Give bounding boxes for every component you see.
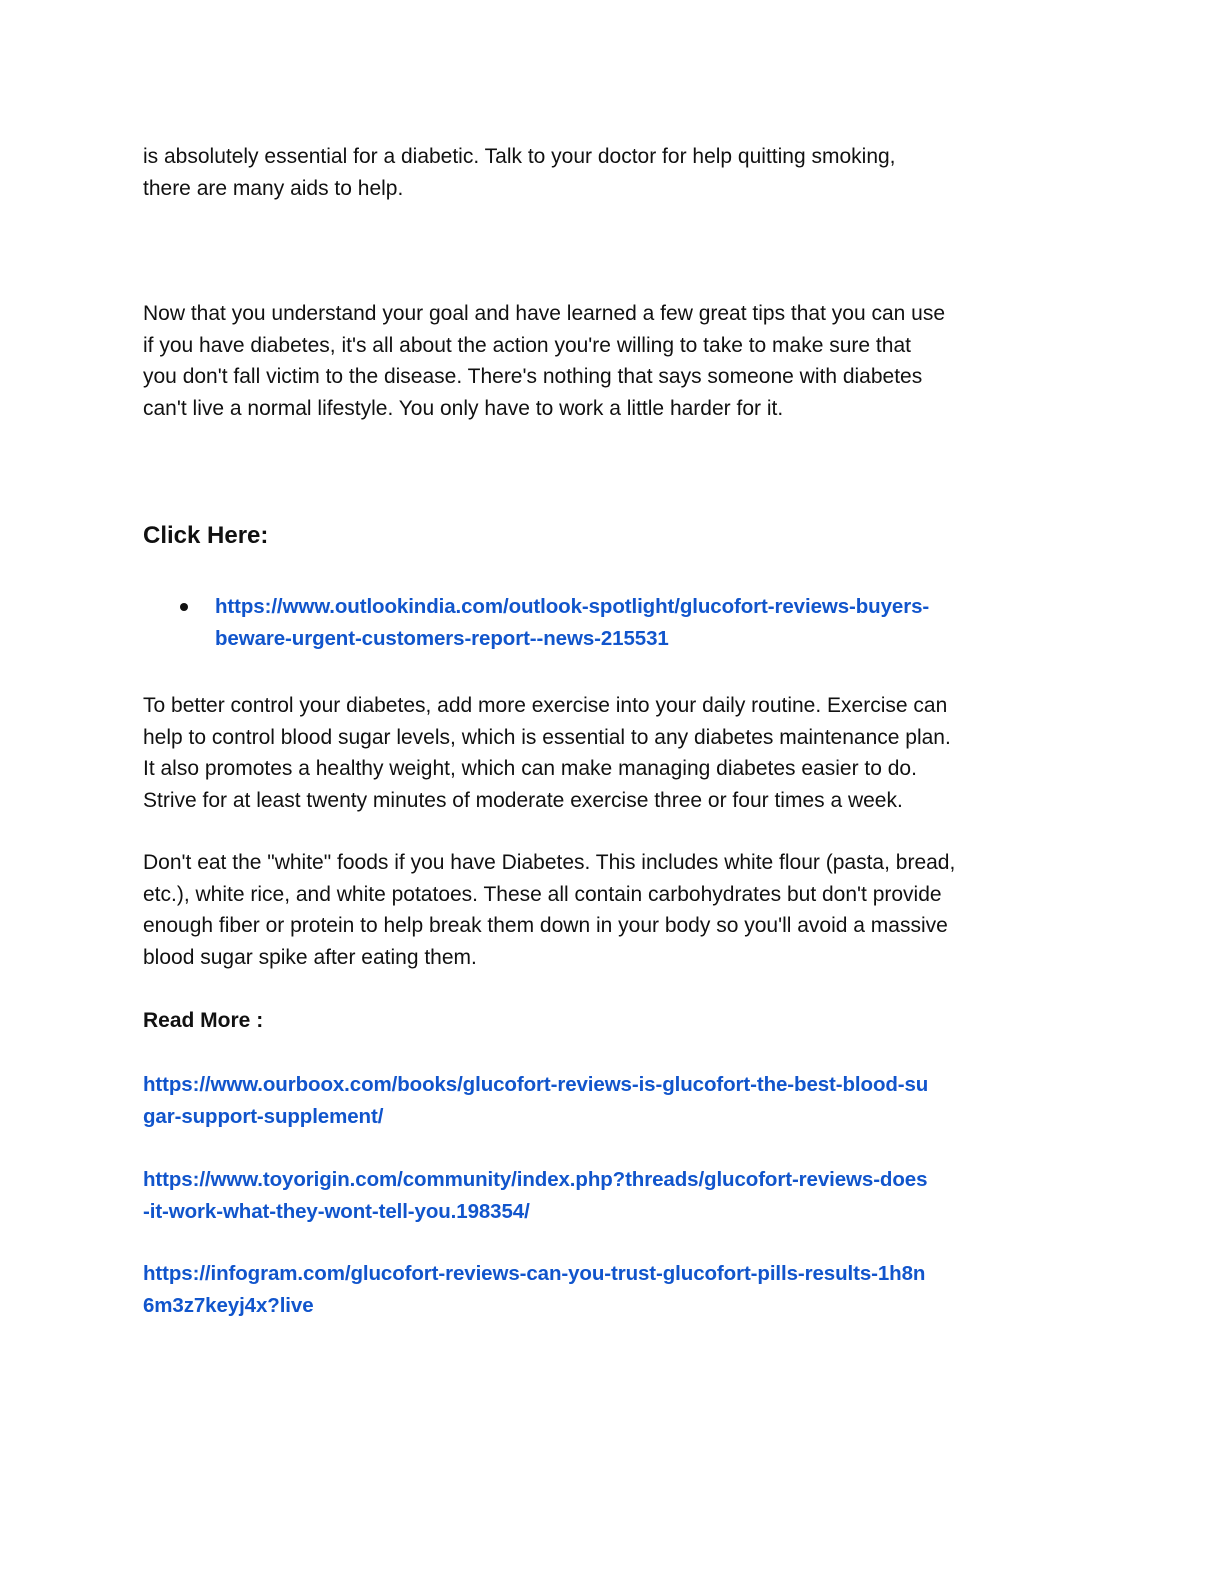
paragraph-exercise (143, 690, 951, 816)
paragraph-smoking (143, 141, 896, 204)
paragraph-white-foods (143, 847, 955, 973)
text-line: help to control blood sugar levels, which is essential to any diabetes maintenance plan. (143, 725, 951, 749)
text-line: can't live a normal lifestyle. You only have to work a little harder for it. (143, 396, 784, 420)
link-line: https://www.outlookindia.com/outlook-spotlight/glucofort-reviews-buyers- (215, 595, 930, 618)
paragraph-action (143, 298, 945, 424)
text-line: It also promotes a healthy weight, which can make managing diabetes easier to do. (143, 757, 917, 780)
text-line: etc.), white rice, and white potatoes. These all contain carbohydrates but don't provide (143, 882, 942, 906)
text-line: Now that you understand your goal and have learned a few great tips that you can use (143, 302, 946, 325)
heading-read-more: Read More : (143, 1009, 264, 1032)
text-line: is absolutely essential for a diabetic. Talk to your doctor for help quitting smoking, (143, 145, 896, 168)
text-line: Strive for at least twenty minutes of moderate exercise three or four times a week. (143, 788, 903, 812)
heading-click-here: Click Here: (143, 522, 269, 549)
text-line: enough fiber or protein to help break them down in your body so you'll avoid a massive (143, 914, 948, 937)
link-line: 6m3z7keyj4x?live (143, 1293, 314, 1317)
text-line: To better control your diabetes, add more exercise into your daily routine. Exercise can (143, 694, 948, 717)
link-line: beware-urgent-customers-report--news-215531 (215, 626, 669, 650)
link-line: gar-support-supplement/ (143, 1104, 384, 1128)
link-outlookindia[interactable] (215, 591, 929, 654)
link-toyorigin[interactable] (143, 1164, 927, 1227)
link-line: https://infogram.com/glucofort-reviews-can-you-trust-glucofort-pills-results-1h8n (143, 1262, 926, 1285)
text-line: you don't fall victim to the disease. There's nothing that says someone with diabetes (143, 365, 923, 388)
text-line: Don't eat the "white" foods if you have Diabetes. This includes white flour (pasta, bread, (143, 851, 956, 874)
link-ourboox[interactable] (143, 1069, 928, 1132)
link-line: -it-work-what-they-wont-tell-you.198354/ (143, 1199, 530, 1223)
text-line: blood sugar spike after eating them. (143, 945, 477, 969)
link-line: https://www.ourboox.com/books/glucofort-reviews-is-glucofort-the-best-blood-su (143, 1073, 929, 1096)
link-line: https://www.toyorigin.com/community/index.php?threads/glucofort-reviews-does (143, 1168, 928, 1191)
text-line: if you have diabetes, it's all about the action you're willing to take to make sure that (143, 333, 911, 357)
bullet-icon (180, 603, 188, 611)
text-line: there are many aids to help. (143, 176, 404, 200)
link-infogram[interactable] (143, 1258, 925, 1321)
